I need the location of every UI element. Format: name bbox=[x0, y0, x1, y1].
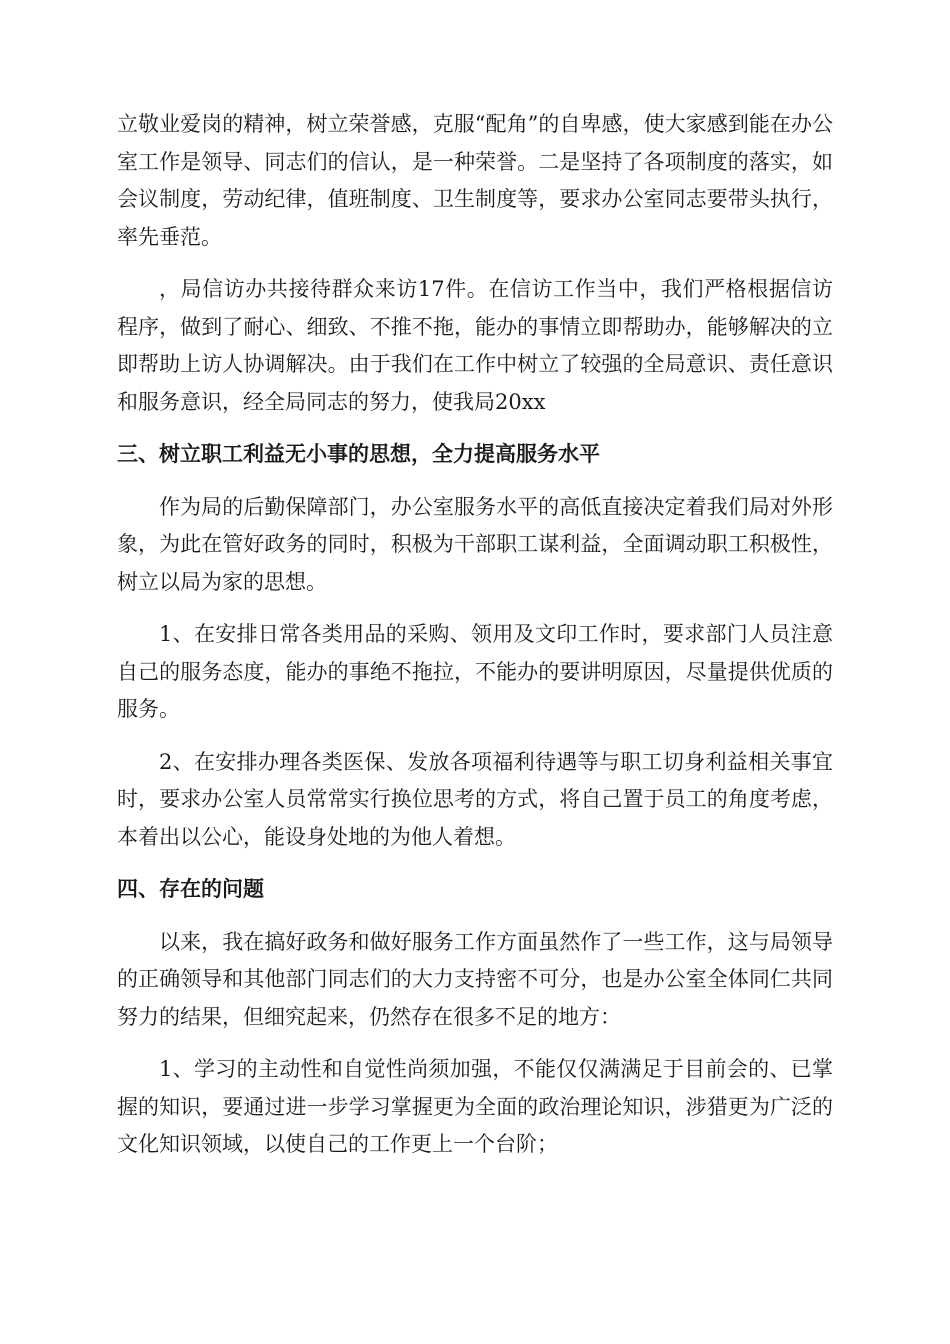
paragraph-7: 1、学习的主动性和自觉性尚须加强，不能仅仅满满足于目前会的、已掌握的知识，要通过进一步学习掌握更为全面的政治理论知识，涉猎更为广泛的文化知识领域，以使自己的工作更上一个台阶； bbox=[117, 1057, 833, 1156]
paragraph-5: 2、在安排办理各类医保、发放各项福利待遇等与职工切身利益相关事宜时，要求办公室人员常常实行换位思考的方式，将自己置于员工的角度考虑，本着出以公心，能设身处地的为他人着想。 bbox=[117, 749, 833, 849]
section-heading-3: 三、树立职工利益无小事的思想，全力提高服务水平 bbox=[117, 442, 600, 466]
paragraph-3: 作为局的后勤保障部门，办公室服务水平的高低直接决定着我们局对外形象，为此在管好政务的同时，积极为干部职工谋利益，全面调动职工积极性，树立以局为家的思想。 bbox=[117, 494, 833, 594]
paragraph-4: 1、在安排日常各类用品的采购、领用及文印工作时，要求部门人员注意自己的服务态度，能办的事绝不拖拉，不能办的要讲明原因，尽量提供优质的服务。 bbox=[117, 622, 833, 721]
document-body bbox=[117, 106, 833, 1179]
paragraph-6: 以来，我在搞好政务和做好服务工作方面虽然作了一些工作，这与局领导的正确领导和其他部门同志们的大力支持密不可分，也是办公室全体同仁共同努力的结果，但细究起来，仍然存在很多不足的地方： bbox=[117, 929, 833, 1029]
section-heading-4: 四、存在的问题 bbox=[117, 877, 264, 901]
paragraph-1: 立敬业爱岗的精神，树立荣誉感，克服“配角”的自卑感，使大家感到能在办公室工作是领导、同志们的信认，是一种荣誉。二是坚持了各项制度的落实，如会议制度，劳动纪律，值班制度、卫生制度等，要求办公室同志要带头执行，率先垂范。 bbox=[117, 112, 833, 249]
paragraph-2: ，局信访办共接待群众来访17件。在信访工作当中，我们严格根据信访程序，做到了耐心、细致、不推不拖，能办的事情立即帮助办，能够解决的立即帮助上访人协调解决。由于我们在工作中树立了较强的全局意识、责任意识和服务意识，经全局同志的努力，使我局20xx bbox=[117, 277, 833, 414]
